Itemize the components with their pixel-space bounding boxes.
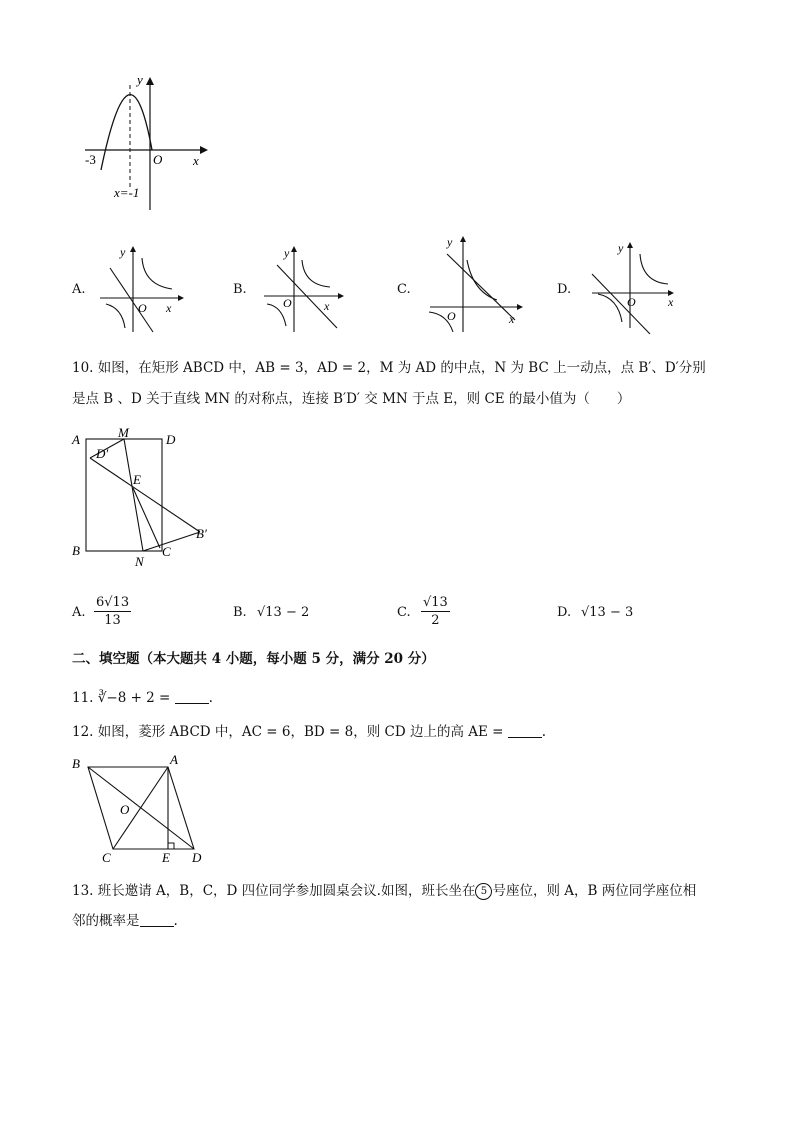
q13-end: . [173,913,178,929]
q9-c-y: y [447,235,453,249]
q10-option-c-fraction [421,594,450,629]
fig12-label-e: E [162,850,170,865]
q10-c-denominator: 2 [431,613,440,628]
q12-text: 12. 如图，菱形 ABCD 中，AC = 6，BD = 8，则 CD 边上的高 AE = [72,724,504,740]
q10-option-a-fraction [94,594,131,629]
graph-origin-label: O [153,152,163,167]
q10-option-c-letter: C. [397,605,411,620]
fig10-label-n: N [135,554,144,569]
q9-option-a-graph [98,240,188,335]
q10-line-2: 是点 B 、D 关于直线 MN 的对称点，连接 B′D′ 交 MN 于点 E，则 CE 的最小值为（ ） [72,391,631,407]
q9-b-o: O [283,296,292,310]
fig10-label-d-prime: D′ [96,446,109,461]
q9-option-b-letter: B. [233,282,247,297]
graph-x-label: x [193,153,199,168]
fig12-label-o: O [120,802,130,817]
q11-answer-blank[interactable] [175,689,209,704]
graph-axis-of-symmetry-label: x=-1 [114,185,140,200]
q9-option-d-letter: D. [557,282,572,297]
fig10-label-b: B [72,543,80,558]
fig10-label-c: C [162,544,171,559]
q13-text-b: 号座位，则 A，B 两位同学座位相 [492,883,697,899]
q10-option-b-letter: B. [233,605,247,620]
fig10-label-a: A [72,432,80,447]
seat-5-circled-number: 5 [475,883,492,900]
fig12-label-a: A [170,752,178,767]
q9-option-c-graph [425,232,530,337]
graph-y-label: y [137,72,143,87]
q13-line-1 [72,880,696,902]
q10-a-numerator: 6√13 [96,595,130,610]
fig10-label-b-prime: B′ [196,526,207,541]
q9-b-x: x [324,299,330,313]
fig12-label-c: C [102,850,111,865]
fig10-label-e: E [133,472,141,487]
q9-option-d-graph [590,236,690,336]
q12-line [72,721,546,743]
q10-line-1: 10. 如图，在矩形 ABCD 中，AB = 3，AD = 2，M 为 AD 的中点，N 为 BC 上一动点，点 B′、D′分别 [72,360,706,376]
parabola-graph [80,70,220,215]
q10-rectangle-figure [68,428,228,573]
q10-option-a-letter: A. [72,605,86,620]
q9-d-o: O [627,295,636,309]
fig10-label-m: M [118,428,129,440]
q9-a-o: O [138,301,147,315]
q10-a-denominator: 13 [104,613,121,628]
q12-answer-blank[interactable] [508,723,542,738]
q9-option-c-letter: C. [397,282,411,297]
q10-option-b-value: √13 − 2 [257,605,310,620]
q13-line-2 [72,910,178,932]
q9-c-o: O [447,309,456,323]
q10-c-numerator: √13 [423,595,448,610]
graph-neg3-label: -3 [85,152,96,167]
q9-a-y: y [120,245,126,259]
section-2-heading: 二、填空题（本大题共 4 小题，每小题 5 分，满分 20 分） [72,651,435,667]
q12-rhombus-figure [68,750,218,868]
q9-c-x: x [509,312,515,326]
q11-number: 11. [72,690,94,706]
q13-text-c: 邻的概率是 [72,913,140,929]
q10-option-d-letter: D. [557,605,572,620]
q11-expression: ∛−8 + 2 = [97,690,171,706]
q9-option-b-graph [262,240,352,335]
fig12-label-b: B [72,756,80,771]
q13-answer-blank[interactable] [140,912,174,927]
q13-text-a: 13. 班长邀请 A，B，C，D 四位同学参加圆桌会议.如图，班长坐在 [72,883,476,899]
q9-a-x: x [166,301,172,315]
q11-line: 11. ∛−8 + 2 = . [72,690,213,706]
q9-option-a-letter: A. [72,282,86,297]
q9-b-y: y [284,246,290,260]
fig12-label-d: D [192,850,202,865]
q10-option-d-value: √13 − 3 [581,605,634,620]
fig10-label-d: D [166,432,176,447]
q9-d-x: x [668,295,674,309]
q9-d-y: y [618,241,624,255]
q12-end: . [541,724,547,740]
